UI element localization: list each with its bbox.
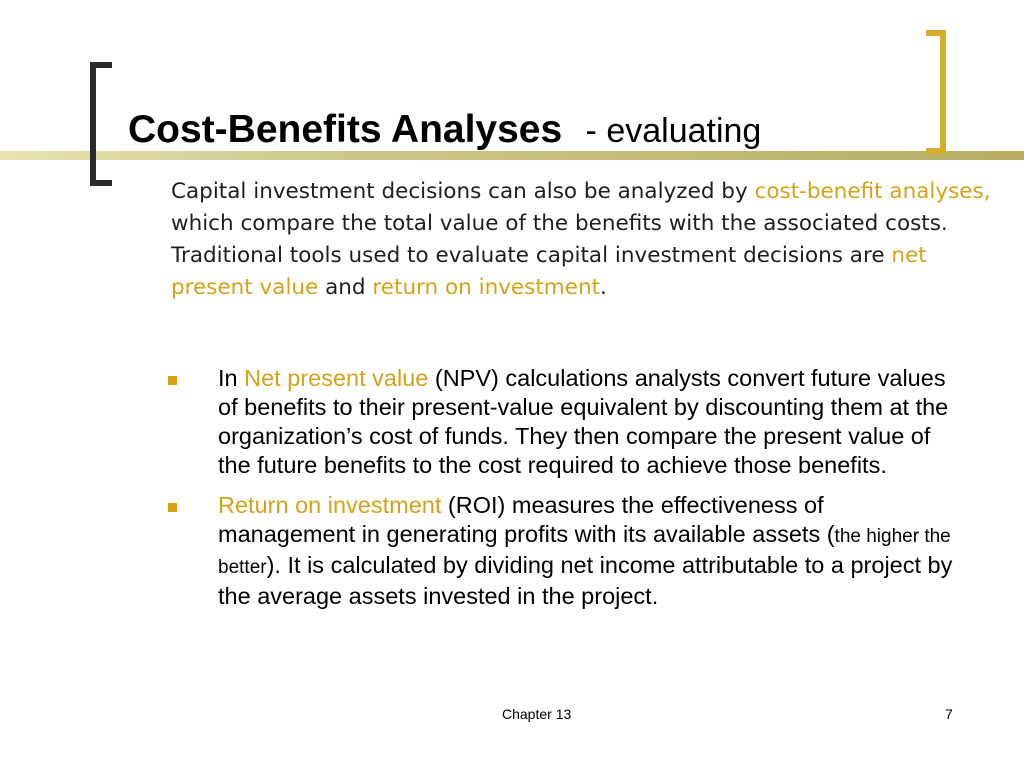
title-main: Cost-Benefits Analyses bbox=[128, 108, 563, 151]
bullet-item-roi bbox=[160, 491, 960, 611]
bullet-roi-text: (ROI) measures the effectiveness of management in generating profits with its available assets ( bbox=[218, 492, 835, 547]
intro-text-3: and bbox=[318, 275, 373, 300]
bullet-square-icon bbox=[168, 376, 177, 385]
bullet-npv-text: (NPV) calculations analysts convert future values of benefits to their present-value equivalent by discounting them at the organization’s cost of funds. They then compare the present value of the future benefits to the cost required to achieve those benefits. bbox=[218, 365, 949, 478]
intro-text-4: . bbox=[600, 275, 607, 300]
title-accent-line bbox=[0, 151, 1024, 160]
bullet-npv-highlight: Net present value bbox=[244, 365, 429, 391]
left-bracket-decoration bbox=[90, 62, 112, 186]
footer-chapter: Chapter 13 bbox=[502, 706, 572, 722]
bullet-list bbox=[160, 364, 960, 622]
title-subtitle: evaluating bbox=[606, 112, 762, 150]
intro-highlight-npv: net present value bbox=[171, 243, 927, 300]
footer-page-number: 7 bbox=[945, 706, 953, 722]
bullet-roi-text-2: ). It is calculated by dividing net income attributable to a project by the average assets invested in the project. bbox=[218, 552, 953, 609]
bullet-roi-highlight: Return on investment bbox=[218, 492, 442, 518]
title-separator: - bbox=[585, 112, 597, 150]
intro-text-1: Capital investment decisions can also be analyzed by bbox=[171, 179, 755, 204]
intro-paragraph bbox=[171, 176, 1011, 304]
bullet-square-icon bbox=[168, 503, 177, 512]
slide-title bbox=[128, 108, 761, 152]
intro-highlight-roi: return on investment bbox=[372, 275, 601, 300]
right-bracket-decoration bbox=[926, 30, 946, 154]
intro-highlight-cost-benefit: cost-benefit analyses, bbox=[754, 179, 991, 204]
bullet-item-npv bbox=[160, 364, 960, 480]
bullet-roi-small: the higher the better bbox=[218, 526, 951, 578]
intro-text-2: which compare the total value of the benefits with the associated costs. Traditional tools used to evaluate capital investment decisions are bbox=[171, 211, 948, 268]
bullet-npv-pre: In bbox=[218, 365, 245, 391]
